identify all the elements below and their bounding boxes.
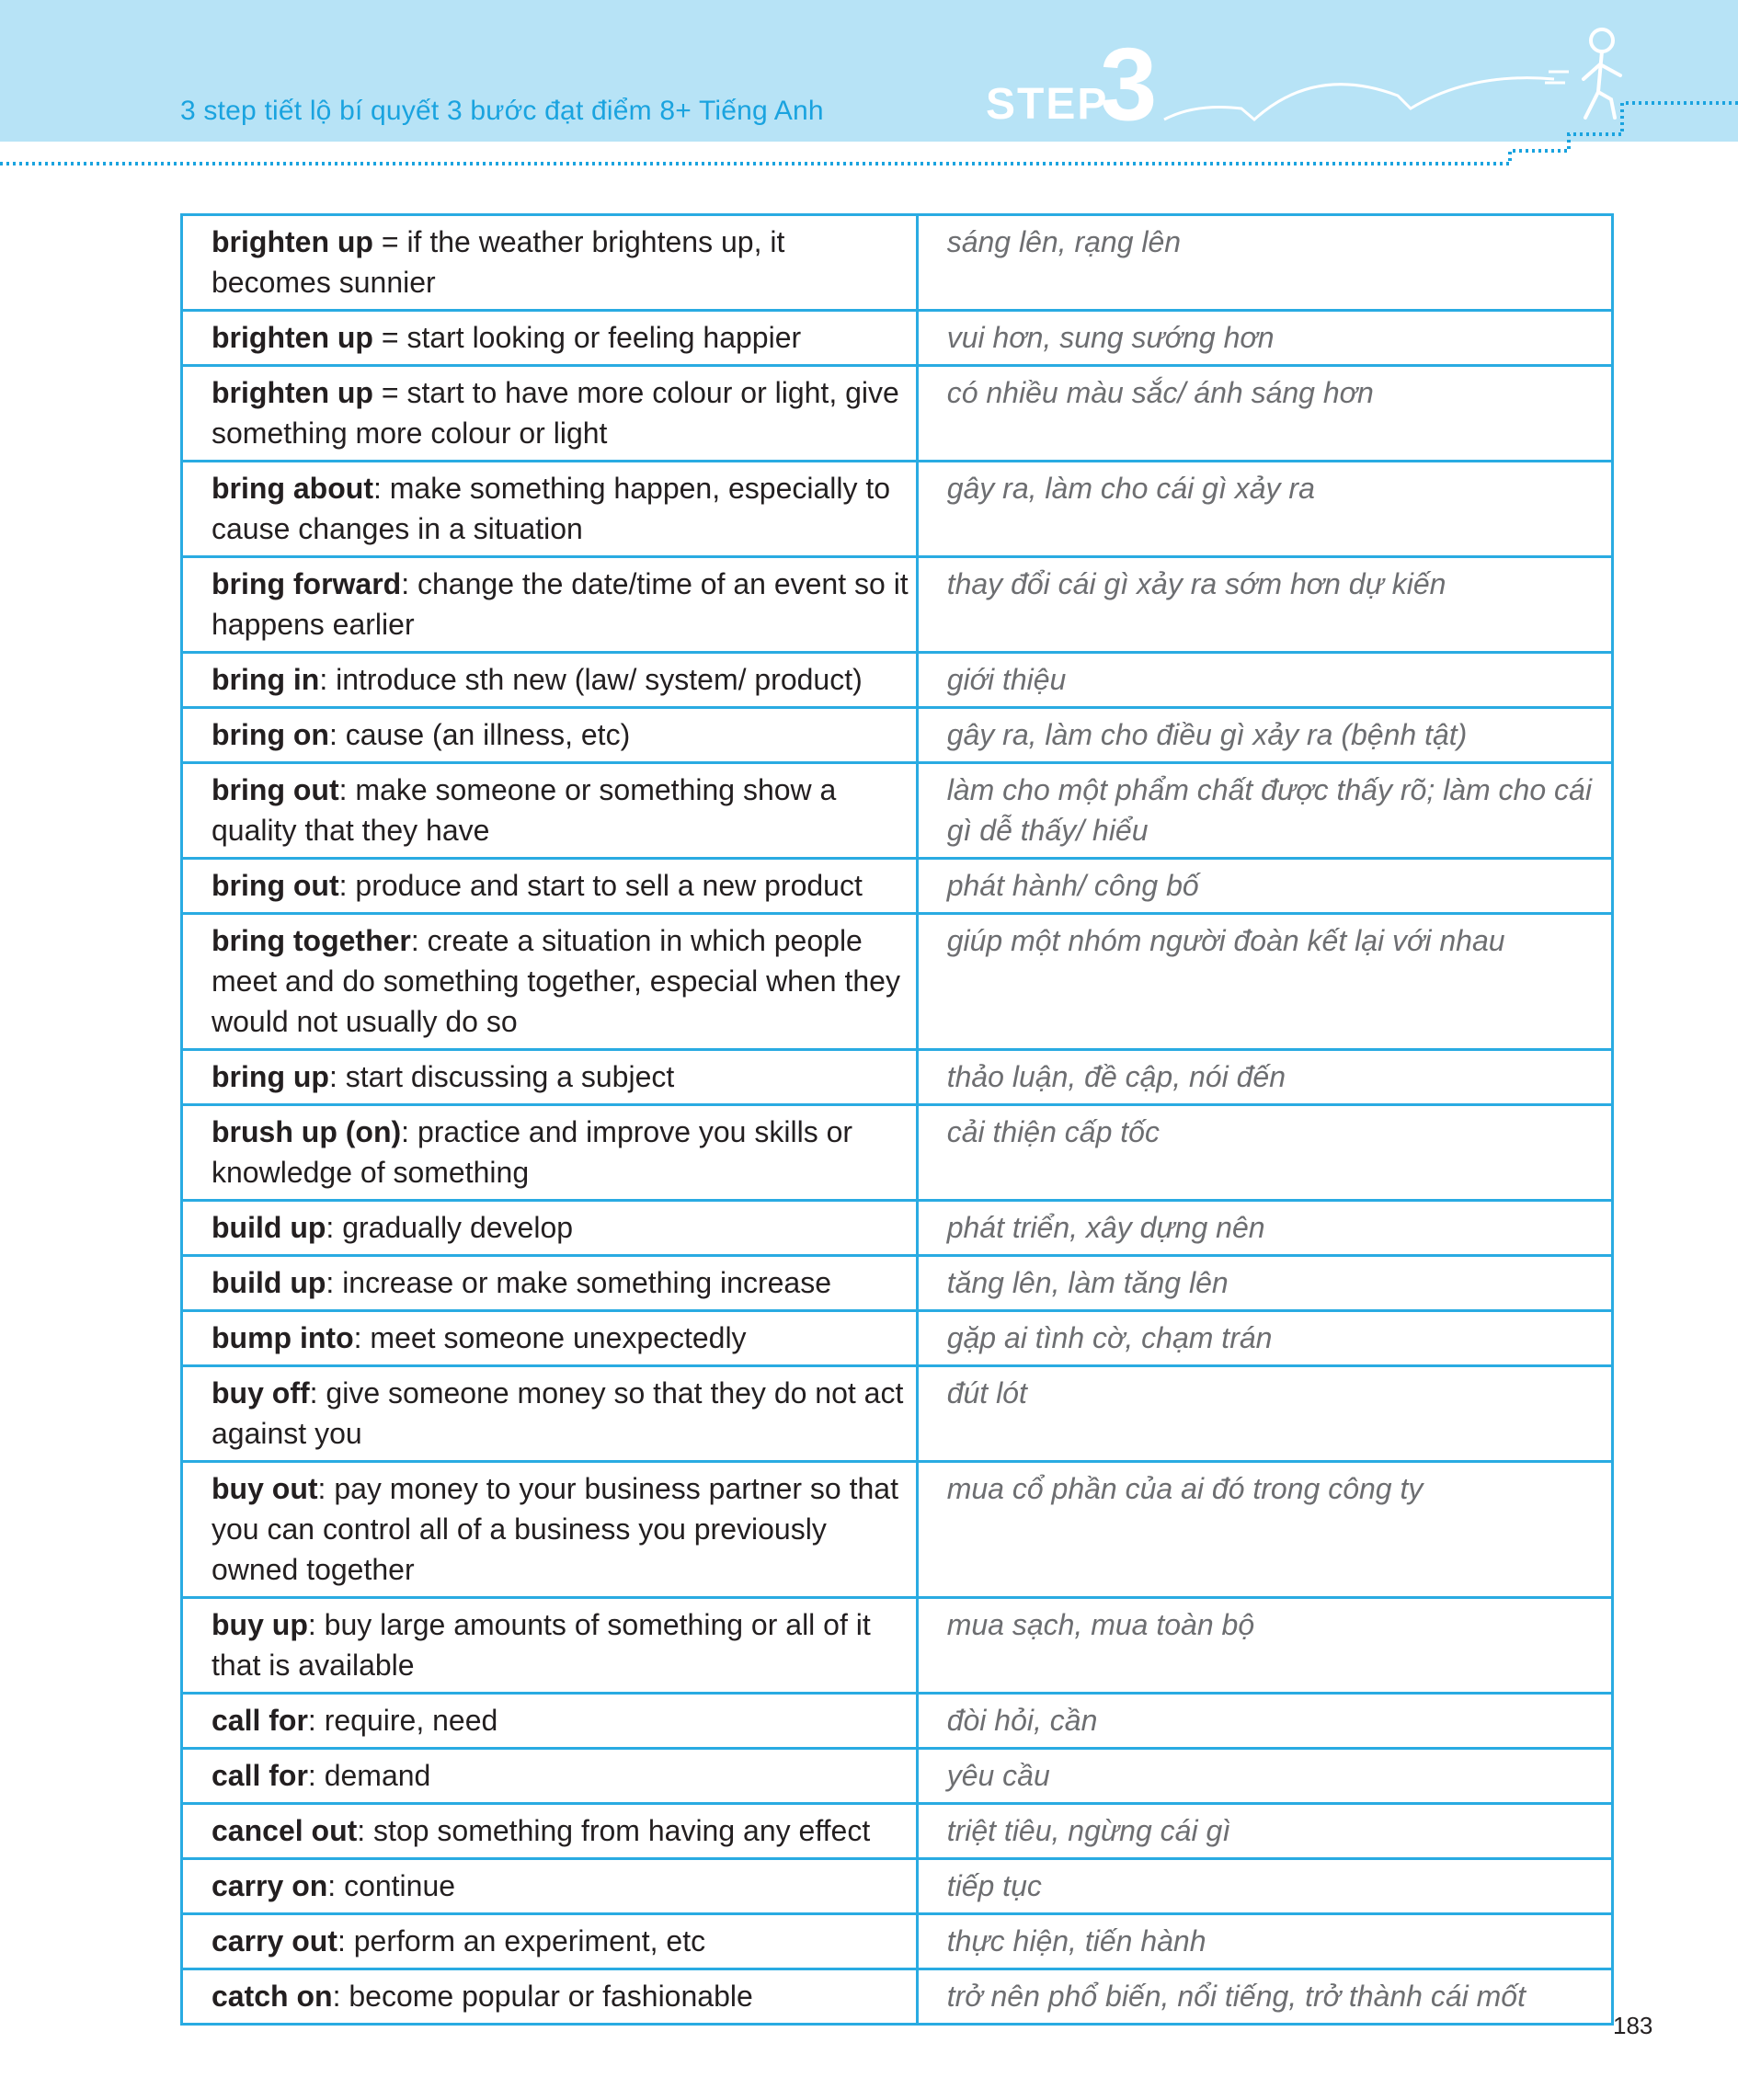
table-row bbox=[182, 366, 1613, 462]
phrasal-verb-term: buy off bbox=[212, 1376, 310, 1410]
table-row bbox=[182, 1050, 1613, 1105]
english-definition-cell bbox=[182, 1694, 918, 1749]
table-row bbox=[182, 1462, 1613, 1598]
english-definition-cell bbox=[182, 653, 918, 708]
phrasal-verb-term: bring on bbox=[212, 718, 329, 751]
english-definition: : stop something from having any effect bbox=[357, 1814, 871, 1847]
step-number: 3 bbox=[1100, 27, 1158, 142]
table-row bbox=[182, 1311, 1613, 1366]
english-definition-cell bbox=[182, 1201, 918, 1256]
english-definition-cell bbox=[182, 763, 918, 859]
phrasal-verb-term: call for bbox=[212, 1704, 308, 1737]
phrasal-verb-term: bring in bbox=[212, 663, 320, 696]
phrasal-verb-term: brighten up bbox=[212, 376, 373, 409]
english-definition: : demand bbox=[307, 1759, 431, 1792]
english-definition: : start discussing a subject bbox=[328, 1060, 675, 1093]
phrasal-verb-term: build up bbox=[212, 1211, 326, 1244]
vietnamese-translation-cell: gây ra, làm cho điều gì xảy ra (bệnh tật) bbox=[917, 708, 1612, 763]
vietnamese-translation-cell: giới thiệu bbox=[917, 653, 1612, 708]
english-definition: : make something happen, especially to cause changes in a situation bbox=[212, 472, 898, 545]
phrasal-verb-term: bring up bbox=[212, 1060, 329, 1093]
vietnamese-translation-cell: cải thiện cấp tốc bbox=[917, 1105, 1612, 1201]
english-definition: : cause (an illness, etc) bbox=[328, 718, 631, 751]
vietnamese-translation-cell: tiếp tục bbox=[917, 1859, 1612, 1914]
table-row bbox=[182, 1598, 1613, 1694]
header-decoration bbox=[0, 0, 1738, 184]
vietnamese-translation-cell: đút lót bbox=[917, 1366, 1612, 1462]
phrasal-verb-term: bring out bbox=[212, 869, 339, 902]
vietnamese-translation-cell: gây ra, làm cho cái gì xảy ra bbox=[917, 462, 1612, 557]
english-definition-cell bbox=[182, 1859, 918, 1914]
table-row bbox=[182, 1694, 1613, 1749]
vietnamese-translation-cell: đòi hỏi, cần bbox=[917, 1694, 1612, 1749]
english-definition: : continue bbox=[327, 1869, 456, 1902]
english-definition-cell bbox=[182, 1105, 918, 1201]
bounce-arcs bbox=[1164, 78, 1554, 120]
phrasal-verb-term: brighten up bbox=[212, 225, 373, 258]
english-definition-cell bbox=[182, 1462, 918, 1598]
english-definition-cell bbox=[182, 1598, 918, 1694]
vietnamese-translation-cell: thực hiện, tiến hành bbox=[917, 1914, 1612, 1969]
vietnamese-translation-cell: mua sạch, mua toàn bộ bbox=[917, 1598, 1612, 1694]
english-definition-cell bbox=[182, 1256, 918, 1311]
vietnamese-translation-cell: thay đổi cái gì xảy ra sớm hơn dự kiến bbox=[917, 557, 1612, 653]
book-title: 3 step tiết lộ bí quyết 3 bước đạt điểm 8+ Tiếng Anh bbox=[180, 96, 824, 126]
phrasal-verb-term: build up bbox=[212, 1266, 326, 1299]
table-row bbox=[182, 653, 1613, 708]
phrasal-verb-term: buy up bbox=[212, 1608, 308, 1641]
stick-figure-icon bbox=[1584, 29, 1620, 118]
vietnamese-translation-cell: mua cổ phần của ai đó trong công ty bbox=[917, 1462, 1612, 1598]
english-definition-cell bbox=[182, 311, 918, 366]
english-definition: : pay money to your business partner so that you can control all of a business you previously owned together bbox=[212, 1472, 907, 1586]
phrasal-verb-table bbox=[180, 213, 1614, 2026]
table-row bbox=[182, 1859, 1613, 1914]
vietnamese-translation-cell: tăng lên, làm tăng lên bbox=[917, 1256, 1612, 1311]
vietnamese-translation-cell: có nhiều màu sắc/ ánh sáng hơn bbox=[917, 366, 1612, 462]
phrasal-verb-term: bring out bbox=[212, 773, 339, 806]
english-definition-cell bbox=[182, 366, 918, 462]
phrasal-verb-term: brush up (on) bbox=[212, 1115, 402, 1148]
english-definition-cell bbox=[182, 708, 918, 763]
phrasal-verb-term: call for bbox=[212, 1759, 308, 1792]
english-definition: = start looking or feeling happier bbox=[372, 321, 802, 354]
english-definition: : create a situation in which people meet and do something together, especial when they would not usually do so bbox=[212, 924, 909, 1038]
english-definition: : introduce sth new (law/ system/ product) bbox=[319, 663, 863, 696]
english-definition-cell bbox=[182, 1366, 918, 1462]
table-row bbox=[182, 763, 1613, 859]
vietnamese-translation-cell: phát hành/ công bố bbox=[917, 859, 1612, 914]
table-row bbox=[182, 1749, 1613, 1804]
english-definition: : buy large amounts of something or all of it that is available bbox=[212, 1608, 879, 1682]
phrasal-verb-term: carry out bbox=[212, 1924, 337, 1957]
vietnamese-translation-cell: triệt tiêu, ngừng cái gì bbox=[917, 1804, 1612, 1859]
table-row bbox=[182, 859, 1613, 914]
vietnamese-translation-cell: trở nên phổ biến, nổi tiếng, trở thành cái mốt bbox=[917, 1969, 1612, 2025]
english-definition-cell bbox=[182, 1914, 918, 1969]
english-definition: : increase or make something increase bbox=[326, 1266, 831, 1299]
english-definition-cell bbox=[182, 1311, 918, 1366]
english-definition: : require, need bbox=[307, 1704, 498, 1737]
phrasal-verb-term: bring forward bbox=[212, 567, 402, 600]
english-definition-cell bbox=[182, 215, 918, 311]
english-definition: = if the weather brightens up, it becomes sunnier bbox=[212, 225, 794, 299]
english-definition-cell bbox=[182, 462, 918, 557]
phrasal-verb-term: bump into bbox=[212, 1321, 354, 1354]
english-definition-cell bbox=[182, 859, 918, 914]
table-row bbox=[182, 1804, 1613, 1859]
table-row bbox=[182, 1969, 1613, 2025]
phrasal-verb-term: brighten up bbox=[212, 321, 373, 354]
phrasal-verb-term: catch on bbox=[212, 1980, 333, 2013]
english-definition-cell bbox=[182, 1749, 918, 1804]
english-definition: : meet someone unexpectedly bbox=[353, 1321, 747, 1354]
table-row bbox=[182, 215, 1613, 311]
vietnamese-translation-cell: giúp một nhóm người đoàn kết lại với nhau bbox=[917, 914, 1612, 1050]
english-definition-cell bbox=[182, 557, 918, 653]
table-row bbox=[182, 708, 1613, 763]
phrasal-verb-term: bring about bbox=[212, 472, 373, 505]
english-definition: : practice and improve you skills or knowledge of something bbox=[212, 1115, 861, 1189]
table-row bbox=[182, 557, 1613, 653]
vietnamese-translation-cell: sáng lên, rạng lên bbox=[917, 215, 1612, 311]
table-row bbox=[182, 1256, 1613, 1311]
vietnamese-translation-cell: gặp ai tình cờ, chạm trán bbox=[917, 1311, 1612, 1366]
english-definition-cell bbox=[182, 1969, 918, 2025]
vietnamese-translation-cell: vui hơn, sung sướng hơn bbox=[917, 311, 1612, 366]
step-label: STEP bbox=[986, 80, 1109, 129]
english-definition: : produce and start to sell a new product bbox=[338, 869, 863, 902]
english-definition-cell bbox=[182, 1050, 918, 1105]
english-definition: : make someone or something show a quality that they have bbox=[212, 773, 845, 847]
vietnamese-translation-cell: phát triển, xây dựng nên bbox=[917, 1201, 1612, 1256]
table-row bbox=[182, 311, 1613, 366]
phrasal-verb-term: bring together bbox=[212, 924, 411, 957]
table-row bbox=[182, 462, 1613, 557]
vietnamese-translation-cell: thảo luận, đề cập, nói đến bbox=[917, 1050, 1612, 1105]
phrasal-verb-term: buy out bbox=[212, 1472, 318, 1505]
vietnamese-translation-cell: làm cho một phẩm chất được thấy rõ; làm cho cái gì dễ thấy/ hiểu bbox=[917, 763, 1612, 859]
table-row bbox=[182, 1914, 1613, 1969]
page-number: 183 bbox=[1613, 2012, 1653, 2039]
table-row bbox=[182, 914, 1613, 1050]
english-definition: : become popular or fashionable bbox=[332, 1980, 753, 2013]
table-row bbox=[182, 1105, 1613, 1201]
phrasal-verb-term: carry on bbox=[212, 1869, 328, 1902]
english-definition-cell bbox=[182, 914, 918, 1050]
english-definition: : gradually develop bbox=[326, 1211, 574, 1244]
phrasal-verb-term: cancel out bbox=[212, 1814, 358, 1847]
english-definition: : perform an experiment, etc bbox=[337, 1924, 706, 1957]
english-definition: = start to have more colour or light, give something more colour or light bbox=[212, 376, 908, 450]
vietnamese-translation-cell: yêu cầu bbox=[917, 1749, 1612, 1804]
english-definition-cell bbox=[182, 1804, 918, 1859]
english-definition: : change the date/time of an event so it happens earlier bbox=[212, 567, 917, 641]
table-row bbox=[182, 1201, 1613, 1256]
english-definition: : give someone money so that they do not act against you bbox=[212, 1376, 912, 1450]
table-row bbox=[182, 1366, 1613, 1462]
